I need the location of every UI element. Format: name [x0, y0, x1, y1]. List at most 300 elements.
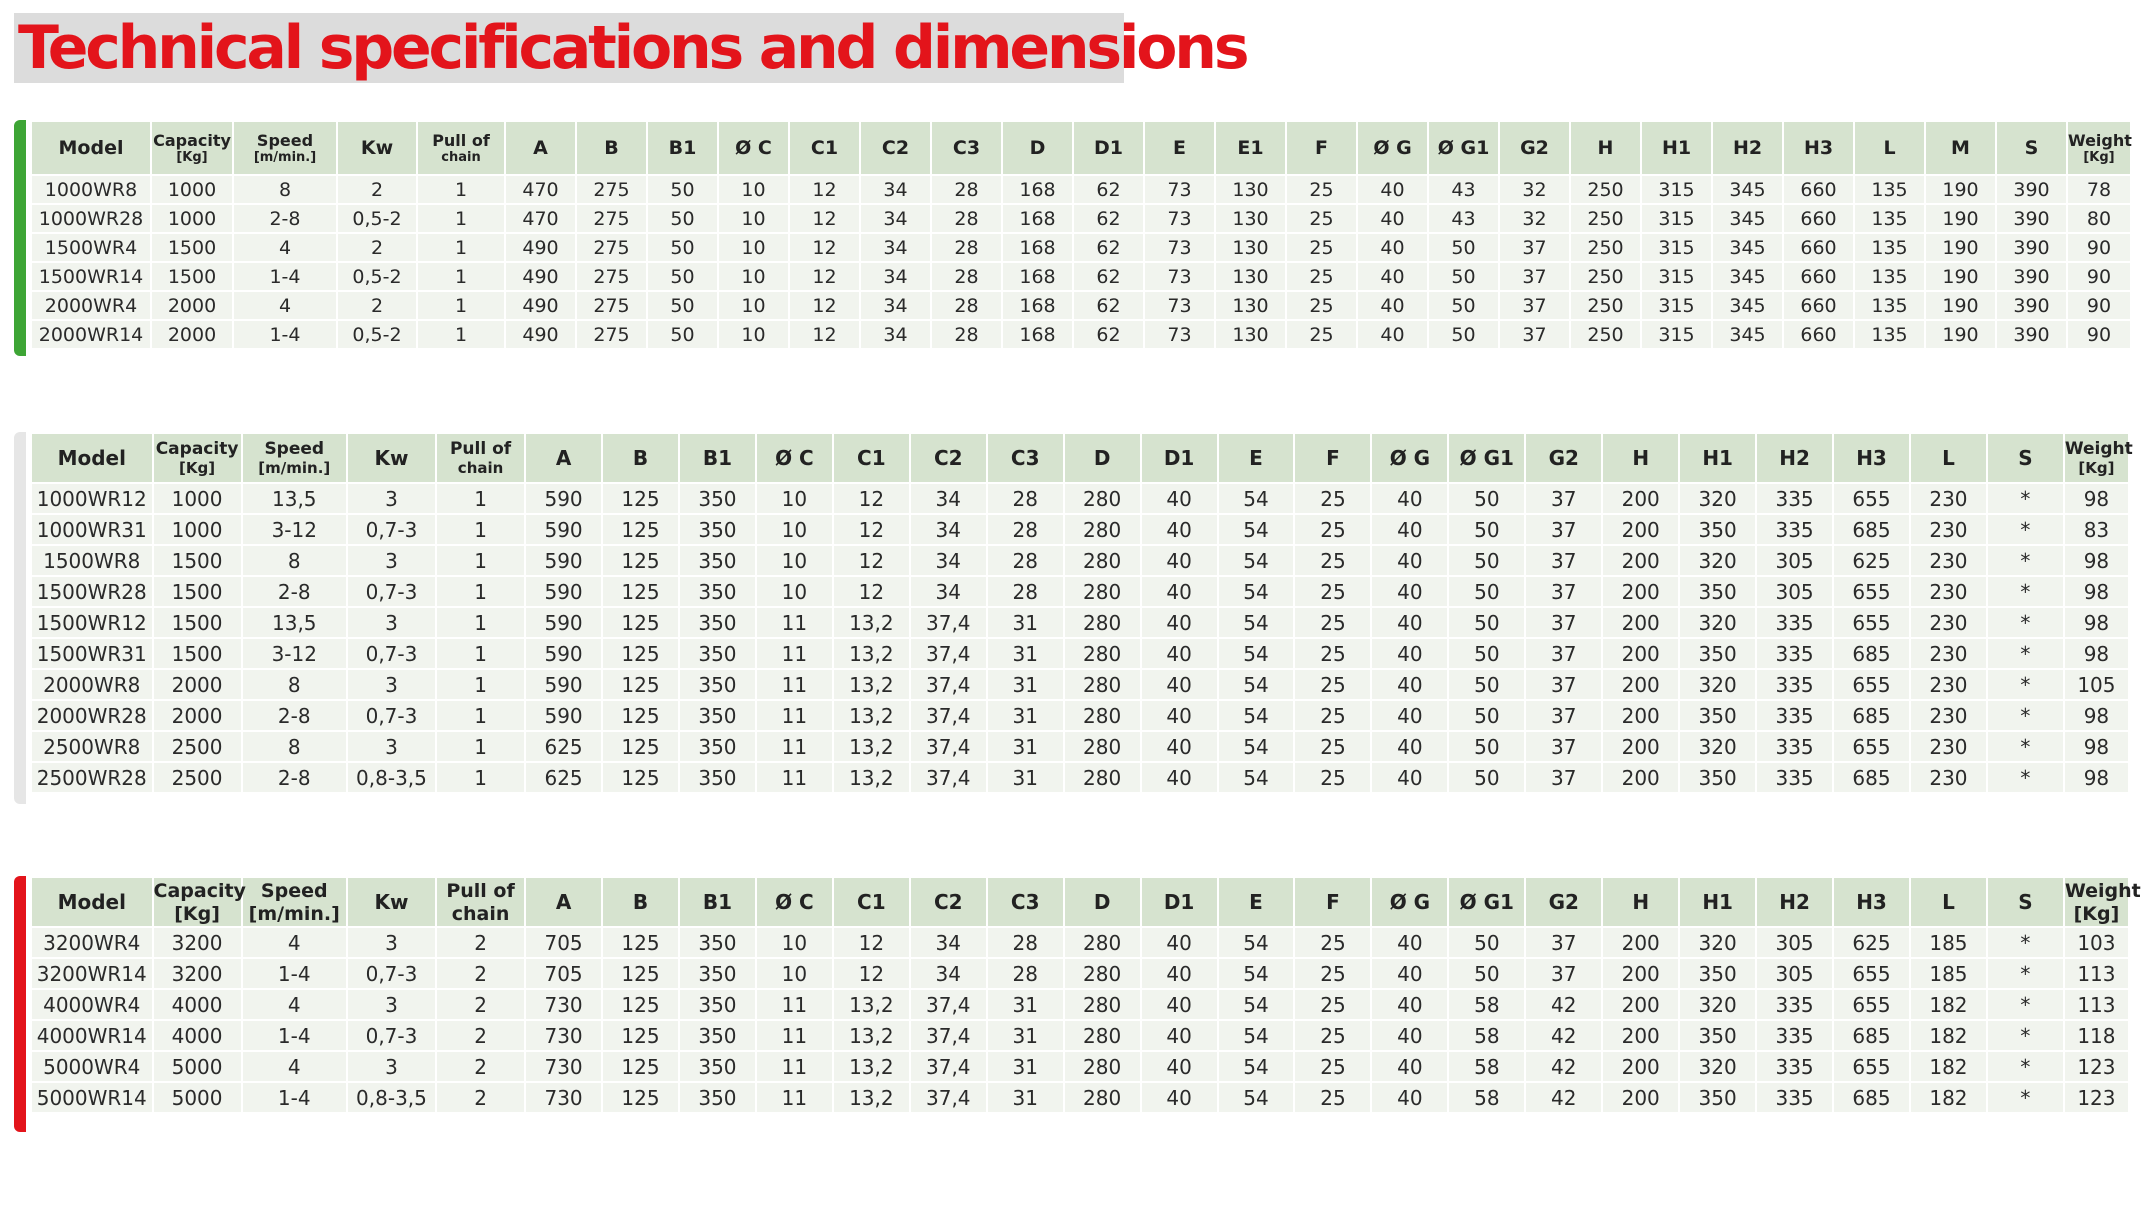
header-label: Ø G	[1373, 136, 1412, 159]
value-cell: 25	[1295, 608, 1370, 637]
value-cell: 350	[1680, 515, 1755, 544]
value-cell: 40	[1142, 670, 1217, 699]
header-dia-g	[1372, 878, 1447, 926]
value-cell: 1000	[154, 515, 241, 544]
value-cell: 168	[1003, 234, 1072, 261]
value-cell: 350	[680, 546, 755, 575]
value-cell: 3200	[154, 928, 241, 957]
value-cell: 320	[1680, 608, 1755, 637]
value-cell: 230	[1911, 608, 1986, 637]
value-cell: *	[1988, 546, 2063, 575]
value-cell: 0,7-3	[348, 515, 435, 544]
value-cell: 105	[2065, 670, 2128, 699]
value-cell: 280	[1065, 484, 1140, 513]
header-e1	[1216, 122, 1285, 174]
header-label: Ø C	[775, 889, 814, 914]
model-cell: 2000WR4	[32, 292, 150, 319]
table-row	[32, 639, 2128, 668]
value-cell: 335	[1757, 990, 1832, 1019]
value-cell: 10	[719, 263, 788, 290]
value-cell: 11	[757, 608, 832, 637]
value-cell: 73	[1145, 205, 1214, 232]
value-cell: 12	[790, 234, 859, 261]
value-cell: 25	[1295, 515, 1370, 544]
value-cell: 37,4	[911, 763, 986, 792]
header-h	[1603, 878, 1678, 926]
value-cell: 335	[1757, 484, 1832, 513]
value-cell: 280	[1065, 670, 1140, 699]
header-c2	[861, 122, 930, 174]
value-cell: 350	[680, 1021, 755, 1050]
value-cell: 37	[1526, 928, 1601, 957]
value-cell: 25	[1295, 546, 1370, 575]
value-cell: 320	[1680, 546, 1755, 575]
value-cell: 0,8-3,5	[348, 763, 435, 792]
header-label: H3	[1803, 136, 1834, 159]
value-cell: 50	[648, 263, 717, 290]
header-h1	[1680, 434, 1755, 482]
value-cell: 250	[1571, 321, 1640, 348]
value-cell: 0,7-3	[348, 577, 435, 606]
value-cell: 390	[1997, 234, 2066, 261]
value-cell: 660	[1784, 292, 1853, 319]
header-sublabel: [Kg]	[2078, 459, 2115, 477]
value-cell: 230	[1911, 670, 1986, 699]
header-label: B1	[668, 136, 697, 159]
value-cell: 37	[1500, 292, 1569, 319]
value-cell: 200	[1603, 515, 1678, 544]
header-d1	[1142, 434, 1217, 482]
value-cell: 3200	[154, 959, 241, 988]
value-cell: 50	[648, 234, 717, 261]
value-cell: 40	[1142, 732, 1217, 761]
value-cell: 54	[1219, 990, 1294, 1019]
value-cell: 130	[1216, 263, 1285, 290]
value-cell: 590	[526, 546, 601, 575]
value-cell: 3-12	[243, 639, 346, 668]
value-cell: 25	[1295, 577, 1370, 606]
value-cell: 200	[1603, 990, 1678, 1019]
value-cell: 37	[1500, 321, 1569, 348]
header-label: C1	[857, 446, 886, 470]
header-capacity	[154, 434, 241, 482]
header-d1	[1142, 878, 1217, 926]
value-cell: 10	[719, 205, 788, 232]
header-label: H	[1632, 446, 1650, 470]
value-cell: 54	[1219, 546, 1294, 575]
value-cell: 390	[1997, 176, 2066, 203]
value-cell: 4	[243, 928, 346, 957]
header-label: D	[1093, 889, 1111, 914]
value-cell: 13,2	[834, 1052, 909, 1081]
value-cell: 0,8-3,5	[348, 1083, 435, 1112]
header-b	[603, 434, 678, 482]
value-cell: 73	[1145, 292, 1214, 319]
value-cell: 90	[2068, 321, 2130, 348]
value-cell: 40	[1372, 515, 1447, 544]
value-cell: 685	[1834, 639, 1909, 668]
value-cell: 168	[1003, 321, 1072, 348]
value-cell: 335	[1757, 1052, 1832, 1081]
value-cell: *	[1988, 577, 2063, 606]
value-cell: 200	[1603, 1083, 1678, 1112]
value-cell: 200	[1603, 639, 1678, 668]
value-cell: 8	[243, 546, 346, 575]
table-row	[32, 928, 2128, 957]
value-cell: 62	[1074, 292, 1143, 319]
value-cell: 3	[348, 1052, 435, 1081]
header-label: Weight	[2068, 131, 2132, 150]
value-cell: 40	[1358, 234, 1427, 261]
value-cell: 34	[861, 234, 930, 261]
value-cell: 350	[1680, 639, 1755, 668]
table-row	[32, 1083, 2128, 1112]
value-cell: 1	[437, 732, 524, 761]
value-cell: 685	[1834, 701, 1909, 730]
value-cell: 42	[1526, 1021, 1601, 1050]
header-label: C2	[881, 136, 910, 159]
header-label: Capacity	[153, 131, 231, 150]
value-cell: 730	[526, 990, 601, 1019]
title-banner	[14, 13, 1247, 83]
value-cell: 50	[1429, 263, 1498, 290]
value-cell: 200	[1603, 1021, 1678, 1050]
value-cell: 625	[526, 732, 601, 761]
value-cell: 28	[988, 577, 1063, 606]
value-cell: 25	[1287, 205, 1356, 232]
value-cell: 182	[1911, 1083, 1986, 1112]
value-cell: 275	[577, 263, 646, 290]
value-cell: 37,4	[911, 1052, 986, 1081]
value-cell: 98	[2065, 639, 2128, 668]
value-cell: 73	[1145, 176, 1214, 203]
value-cell: 10	[719, 321, 788, 348]
header-label: Ø G1	[1437, 136, 1490, 159]
value-cell: 200	[1603, 701, 1678, 730]
value-cell: 185	[1911, 928, 1986, 957]
value-cell: 200	[1603, 732, 1678, 761]
value-cell: 13,2	[834, 1021, 909, 1050]
value-cell: 125	[603, 928, 678, 957]
value-cell: 54	[1219, 515, 1294, 544]
value-cell: 31	[988, 1083, 1063, 1112]
header-model	[32, 434, 152, 482]
value-cell: 335	[1757, 515, 1832, 544]
value-cell: 50	[1449, 928, 1524, 957]
value-cell: 12	[834, 928, 909, 957]
value-cell: 200	[1603, 577, 1678, 606]
value-cell: 390	[1997, 263, 2066, 290]
header-speed	[243, 434, 346, 482]
header-h1	[1642, 122, 1711, 174]
value-cell: 2	[437, 1083, 524, 1112]
value-cell: 2-8	[243, 763, 346, 792]
value-cell: 250	[1571, 263, 1640, 290]
header-label: E	[1249, 446, 1263, 470]
value-cell: 1500	[152, 263, 232, 290]
table-row	[32, 263, 2130, 290]
value-cell: 34	[861, 263, 930, 290]
value-cell: 2000	[154, 701, 241, 730]
value-cell: 190	[1926, 292, 1995, 319]
table-2-accent-bar	[14, 432, 26, 804]
value-cell: 11	[757, 1052, 832, 1081]
value-cell: 50	[648, 321, 717, 348]
model-cell: 1000WR8	[32, 176, 150, 203]
value-cell: 660	[1784, 176, 1853, 203]
value-cell: 90	[2068, 234, 2130, 261]
value-cell: 50	[1449, 639, 1524, 668]
header-label: Capacity	[155, 439, 239, 459]
model-cell: 2000WR8	[32, 670, 152, 699]
value-cell: 25	[1287, 292, 1356, 319]
value-cell: 12	[790, 263, 859, 290]
value-cell: 3	[348, 608, 435, 637]
header-label: B	[632, 446, 649, 470]
value-cell: 54	[1219, 959, 1294, 988]
value-cell: 40	[1372, 484, 1447, 513]
value-cell: 305	[1757, 546, 1832, 575]
value-cell: 40	[1142, 546, 1217, 575]
header-g2	[1526, 434, 1601, 482]
header-dia-c	[757, 878, 832, 926]
value-cell: 4	[243, 990, 346, 1019]
value-cell: 123	[2065, 1083, 2128, 1112]
value-cell: 125	[603, 959, 678, 988]
value-cell: 40	[1372, 928, 1447, 957]
value-cell: 31	[988, 670, 1063, 699]
header-label: Speed	[260, 879, 328, 902]
value-cell: 655	[1834, 1052, 1909, 1081]
value-cell: 168	[1003, 292, 1072, 319]
value-cell: 3	[348, 670, 435, 699]
value-cell: 2	[437, 1052, 524, 1081]
value-cell: 135	[1855, 205, 1924, 232]
value-cell: 1000	[152, 205, 232, 232]
header-label: B1	[702, 446, 733, 470]
header-dia-g1	[1449, 434, 1524, 482]
header-label: Kw	[374, 446, 409, 470]
value-cell: 250	[1571, 292, 1640, 319]
header-label: Weight	[2064, 879, 2141, 902]
value-cell: 1-4	[234, 263, 336, 290]
header-label: M	[1951, 136, 1970, 159]
value-cell: 40	[1372, 577, 1447, 606]
value-cell: 230	[1911, 577, 1986, 606]
header-label: C2	[933, 446, 963, 470]
value-cell: 50	[1429, 234, 1498, 261]
value-cell: 350	[1680, 959, 1755, 988]
value-cell: 660	[1784, 205, 1853, 232]
header-label: H1	[1702, 446, 1733, 470]
value-cell: 118	[2065, 1021, 2128, 1050]
value-cell: 3	[348, 484, 435, 513]
value-cell: 2	[437, 928, 524, 957]
value-cell: 10	[757, 577, 832, 606]
value-cell: 2	[437, 1021, 524, 1050]
value-cell: 40	[1358, 176, 1427, 203]
header-label: D1	[1163, 446, 1195, 470]
value-cell: 10	[719, 176, 788, 203]
model-cell: 1500WR4	[32, 234, 150, 261]
value-cell: 25	[1295, 990, 1370, 1019]
value-cell: 350	[1680, 1021, 1755, 1050]
header-label: G2	[1548, 889, 1579, 914]
value-cell: 1500	[154, 608, 241, 637]
header-sublabel: chain	[441, 150, 481, 165]
value-cell: 13,2	[834, 639, 909, 668]
value-cell: 200	[1603, 928, 1678, 957]
value-cell: 25	[1295, 484, 1370, 513]
value-cell: 1	[437, 608, 524, 637]
value-cell: 11	[757, 670, 832, 699]
value-cell: 37	[1526, 484, 1601, 513]
value-cell: 335	[1757, 1083, 1832, 1112]
value-cell: 655	[1834, 577, 1909, 606]
value-cell: 125	[603, 484, 678, 513]
model-cell: 3200WR4	[32, 928, 152, 957]
header-dia-c	[719, 122, 788, 174]
header-dia-g1	[1449, 878, 1524, 926]
value-cell: 275	[577, 234, 646, 261]
value-cell: 230	[1911, 546, 1986, 575]
value-cell: 2	[338, 234, 416, 261]
value-cell: 345	[1713, 234, 1782, 261]
value-cell: 25	[1295, 732, 1370, 761]
value-cell: 280	[1065, 515, 1140, 544]
header-label: Model	[57, 446, 126, 470]
model-cell: 1000WR31	[32, 515, 152, 544]
header-b1	[648, 122, 717, 174]
header-f	[1287, 122, 1356, 174]
value-cell: 685	[1834, 515, 1909, 544]
value-cell: 350	[1680, 701, 1755, 730]
value-cell: 275	[577, 321, 646, 348]
value-cell: 37	[1526, 515, 1601, 544]
value-cell: 130	[1216, 321, 1285, 348]
value-cell: 50	[1449, 763, 1524, 792]
header-label: E1	[1237, 136, 1264, 159]
value-cell: 13,2	[834, 763, 909, 792]
value-cell: 50	[1449, 670, 1524, 699]
spec-table-3-block	[14, 876, 2141, 1132]
header-speed	[243, 878, 346, 926]
value-cell: 345	[1713, 292, 1782, 319]
value-cell: 34	[911, 959, 986, 988]
header-a	[526, 878, 601, 926]
value-cell: 1	[418, 176, 504, 203]
header-l	[1855, 122, 1924, 174]
header-label: F	[1326, 889, 1340, 914]
value-cell: 1	[437, 484, 524, 513]
value-cell: 13,2	[834, 608, 909, 637]
spec-table-1-block	[14, 120, 2130, 356]
value-cell: 32	[1500, 176, 1569, 203]
value-cell: 315	[1642, 263, 1711, 290]
value-cell: 350	[1680, 763, 1755, 792]
value-cell: 130	[1216, 292, 1285, 319]
value-cell: 28	[932, 234, 1001, 261]
value-cell: 315	[1642, 176, 1711, 203]
value-cell: 1-4	[243, 1083, 346, 1112]
model-cell: 5000WR14	[32, 1083, 152, 1112]
value-cell: 1	[418, 205, 504, 232]
value-cell: 280	[1065, 1021, 1140, 1050]
spec-table-1	[30, 120, 2132, 350]
value-cell: 350	[680, 701, 755, 730]
table-3-accent-bar	[14, 876, 26, 1132]
value-cell: 125	[603, 732, 678, 761]
value-cell: 32	[1500, 205, 1569, 232]
header-capacity	[152, 122, 232, 174]
value-cell: 50	[648, 176, 717, 203]
value-cell: 37,4	[911, 990, 986, 1019]
value-cell: 73	[1145, 263, 1214, 290]
value-cell: 315	[1642, 205, 1711, 232]
value-cell: 685	[1834, 1021, 1909, 1050]
value-cell: 350	[1680, 1083, 1755, 1112]
value-cell: *	[1988, 608, 2063, 637]
value-cell: 125	[603, 701, 678, 730]
value-cell: 335	[1757, 639, 1832, 668]
header-label: B1	[702, 889, 733, 914]
header-sublabel: [Kg]	[2083, 150, 2115, 165]
value-cell: 590	[526, 608, 601, 637]
value-cell: 590	[526, 577, 601, 606]
value-cell: 190	[1926, 205, 1995, 232]
value-cell: 58	[1449, 1052, 1524, 1081]
value-cell: 11	[757, 990, 832, 1019]
table-row	[32, 1052, 2128, 1081]
value-cell: 125	[603, 1052, 678, 1081]
value-cell: *	[1988, 639, 2063, 668]
value-cell: 1-4	[234, 321, 336, 348]
value-cell: 25	[1295, 1021, 1370, 1050]
value-cell: 280	[1065, 1083, 1140, 1112]
value-cell: 470	[506, 205, 575, 232]
header-c3	[988, 878, 1063, 926]
value-cell: 135	[1855, 176, 1924, 203]
model-cell: 2500WR8	[32, 732, 152, 761]
header-model	[32, 122, 150, 174]
value-cell: *	[1988, 1083, 2063, 1112]
model-cell: 2000WR14	[32, 321, 150, 348]
value-cell: 1000	[152, 176, 232, 203]
value-cell: 25	[1287, 263, 1356, 290]
value-cell: 280	[1065, 577, 1140, 606]
value-cell: 1500	[154, 577, 241, 606]
header-h2	[1757, 434, 1832, 482]
header-sublabel: chain	[451, 902, 510, 925]
value-cell: 34	[861, 205, 930, 232]
value-cell: 1	[418, 292, 504, 319]
value-cell: 0,7-3	[348, 1021, 435, 1050]
value-cell: 31	[988, 701, 1063, 730]
value-cell: 0,7-3	[348, 959, 435, 988]
value-cell: 40	[1142, 701, 1217, 730]
value-cell: 230	[1911, 515, 1986, 544]
value-cell: 11	[757, 701, 832, 730]
header-label: Model	[57, 889, 126, 914]
value-cell: 28	[932, 263, 1001, 290]
value-cell: 335	[1757, 763, 1832, 792]
header-label: E	[1249, 889, 1263, 914]
value-cell: 625	[1834, 546, 1909, 575]
header-capacity	[153, 878, 246, 926]
value-cell: 685	[1834, 763, 1909, 792]
value-cell: 37	[1500, 234, 1569, 261]
header-label: G2	[1548, 446, 1579, 470]
